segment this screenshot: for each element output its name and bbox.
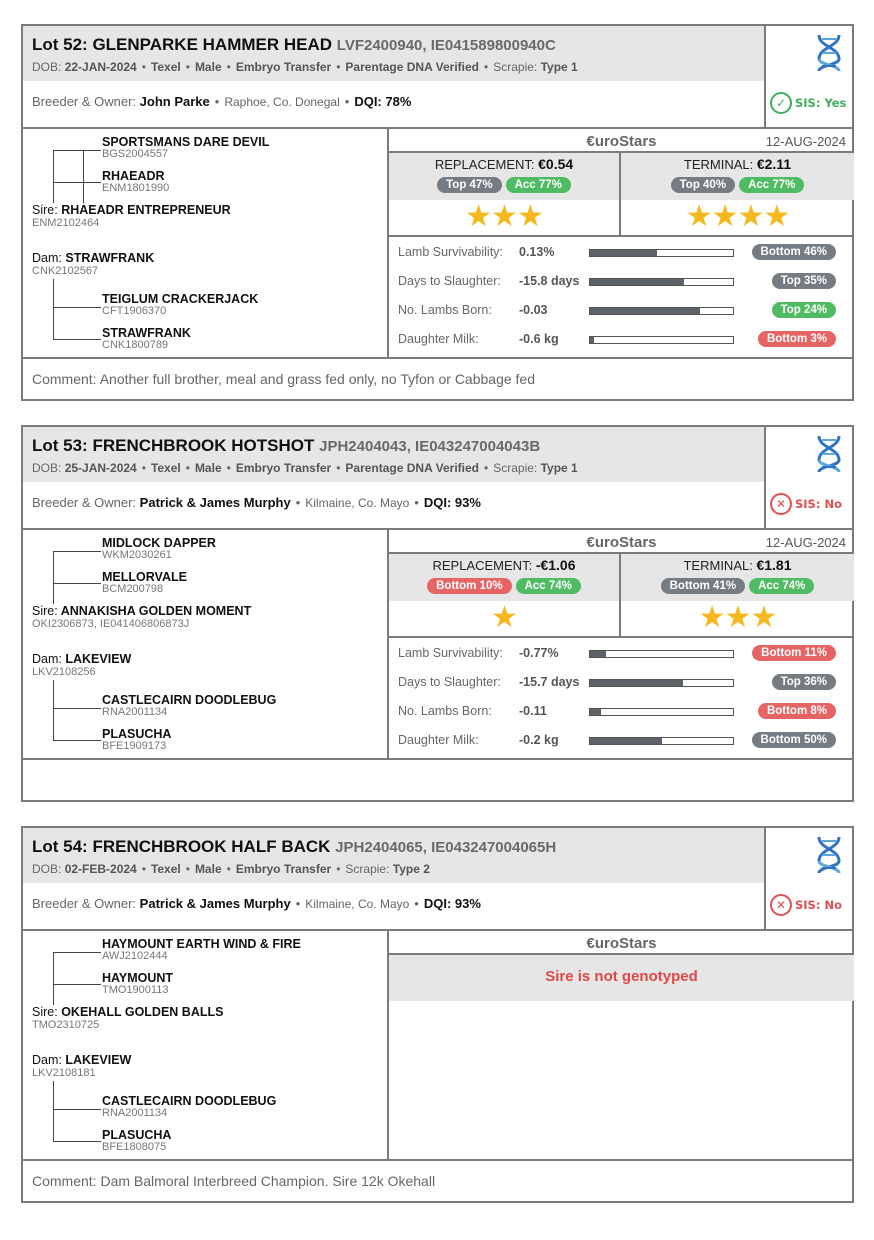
dam-name [32, 251, 154, 265]
cross-circle-icon: ✕ [770, 894, 792, 916]
eurostars-panel [389, 530, 854, 758]
sire-id: ENM2102464 [32, 217, 100, 229]
trait-bar-fill [590, 651, 606, 657]
lot-card [21, 425, 854, 802]
cross-circle-icon: ✕ [770, 493, 792, 515]
trait-value: -15.7 days [519, 675, 580, 689]
eurostars-title: €uroStars [586, 534, 657, 551]
terminal-rank-badge: Bottom 41% [661, 578, 745, 594]
trait-value: -0.6 kg [519, 332, 559, 346]
lot-header [23, 427, 852, 530]
star-icon: ★★★ [465, 199, 543, 234]
terminal-stars [621, 200, 854, 237]
dqi-value: DQI: 93% [423, 495, 481, 510]
dna-icon [816, 835, 842, 875]
lot-body [23, 530, 852, 760]
dqi-value: DQI: 78% [354, 94, 412, 109]
sis-label: SIS: Yes [795, 96, 847, 110]
trait-rank-badge: Top 36% [772, 674, 836, 690]
lot-body [23, 931, 852, 1161]
replacement-label-text: REPLACEMENT: [434, 157, 535, 172]
dam-id: LKV2108256 [32, 666, 96, 678]
dqi-value: DQI: 93% [423, 896, 481, 911]
terminal-index [621, 153, 854, 200]
trait-row [389, 329, 854, 351]
breeder-label: Breeder & Owner: [32, 94, 137, 109]
scrapie-label: Scrapie: [493, 461, 538, 475]
dam-id: LKV2108181 [32, 1067, 96, 1079]
lot-details: DOB: 25-JAN-2024 • Texel • Male • Embryo Transfer • Parentage DNA Verified • Scrapie: Type 1 [32, 461, 578, 475]
dam-sire-name: CASTLECAIRN DOODLEBUG [102, 693, 277, 707]
replacement-value: -€1.06 [535, 557, 576, 573]
sire-name [32, 1005, 223, 1019]
sex: Male [194, 60, 222, 74]
lot-body [23, 129, 852, 359]
dob-label: DOB: [32, 461, 62, 475]
sis-label: SIS: No [795, 898, 842, 912]
scrapie-label: Scrapie: [493, 60, 538, 74]
sire-sire-id: BGS2004557 [102, 148, 169, 160]
replacement-accuracy-badge: Acc 74% [516, 578, 581, 594]
star-icon: ★★★★ [685, 199, 790, 234]
eurostars-date: 12-AUG-2024 [765, 535, 846, 550]
trait-name: Lamb Survivability: [398, 646, 503, 660]
dam-id: CNK2102567 [32, 265, 99, 277]
sire-sire-name: HAYMOUNT EARTH WIND & FIRE [102, 937, 301, 951]
lot-header [23, 26, 852, 129]
dam-label: Dam: [32, 251, 62, 265]
lot-ids: JPH2404065, IE043247004065H [335, 839, 557, 856]
not-genotyped-message: Sire is not genotyped [545, 968, 698, 985]
trait-rank-badge: Bottom 3% [758, 331, 836, 347]
terminal-stars [621, 601, 854, 638]
trait-value: -15.8 days [519, 274, 580, 288]
sire-dam-id: BCM200798 [102, 583, 164, 595]
trait-row [389, 271, 854, 293]
trait-bar [589, 650, 734, 658]
sis-status [770, 892, 842, 918]
lot-comment: Comment: Another full brother, meal and grass fed only, no Tyfon or Cabbage fed [32, 371, 536, 387]
trait-value: -0.2 kg [519, 733, 559, 747]
breeder-line: Breeder & Owner: Patrick & James Murphy • Kilmaine, Co. Mayo • DQI: 93% [32, 495, 481, 510]
eurostars-panel [389, 931, 854, 1159]
dam-value: STRAWFRANK [65, 251, 155, 265]
trait-bar-fill [590, 337, 594, 343]
replacement-stars [389, 200, 621, 237]
replacement-rank-badge: Bottom 10% [427, 578, 511, 594]
trait-bar-fill [590, 738, 662, 744]
lot-title-bar [23, 828, 766, 883]
dob-label: DOB: [32, 862, 62, 876]
dam-sire-id: RNA2001134 [102, 1107, 168, 1119]
check-circle-icon: ✓ [770, 92, 792, 114]
replacement-label [389, 156, 619, 172]
dam-dam-name: PLASUCHA [102, 727, 172, 741]
sire-id: OKI2306873, IE041406806873J [32, 618, 190, 630]
trait-row [389, 300, 854, 322]
terminal-label-text: TERMINAL: [683, 558, 753, 573]
method: Embryo Transfer [235, 461, 332, 475]
breeder-location: Kilmaine, Co. Mayo [305, 897, 410, 911]
sire-sire-name: MIDLOCK DAPPER [102, 536, 216, 550]
dob-value: 22-JAN-2024 [64, 60, 137, 74]
dam-value: LAKEVIEW [65, 1053, 132, 1067]
replacement-badges [389, 175, 619, 193]
breeder-location: Raphoe, Co. Donegal [224, 95, 340, 109]
trait-bar [589, 708, 734, 716]
sire-dam-name: HAYMOUNT [102, 971, 174, 985]
trait-bar [589, 249, 734, 257]
sex: Male [194, 461, 222, 475]
lot-comment-row [23, 760, 852, 800]
terminal-value: €2.11 [756, 156, 792, 172]
lot-comment-row [23, 359, 852, 399]
dam-sire-id: CFT1906370 [102, 305, 167, 317]
sis-label: SIS: No [795, 497, 842, 511]
dam-sire-id: RNA2001134 [102, 706, 168, 718]
trait-bar-fill [590, 308, 700, 314]
star-icon: ★★★ [698, 600, 777, 635]
pedigree [23, 129, 389, 357]
terminal-index [621, 554, 854, 601]
star-icon: ★ [491, 600, 517, 635]
sire-label: Sire: [32, 203, 58, 217]
sire-value: OKEHALL GOLDEN BALLS [61, 1005, 224, 1019]
lot-title [32, 35, 556, 55]
sire-dam-id: TMO1900113 [102, 984, 169, 996]
terminal-badges [621, 175, 854, 193]
lot-details: DOB: 22-JAN-2024 • Texel • Male • Embryo Transfer • Parentage DNA Verified • Scrapie: Type 1 [32, 60, 578, 74]
sire-dam-id: ENM1801990 [102, 182, 170, 194]
status-column [764, 427, 852, 528]
dam-label: Dam: [32, 1053, 62, 1067]
dam-sire-name: CASTLECAIRN DOODLEBUG [102, 1094, 277, 1108]
trait-row [389, 730, 854, 752]
breeder-name: Patrick & James Murphy [139, 495, 291, 510]
terminal-value: €1.81 [756, 557, 792, 573]
lot-name: Lot 54: FRENCHBROOK HALF BACK [32, 837, 331, 856]
dam-name [32, 1053, 131, 1067]
replacement-stars [389, 601, 621, 638]
replacement-value: €0.54 [538, 156, 574, 172]
eurostars-title: €uroStars [586, 935, 657, 952]
status-column [764, 26, 852, 127]
sire-name [32, 604, 251, 618]
trait-bar-fill [590, 250, 657, 256]
trait-bar-fill [590, 279, 684, 285]
trait-bar-fill [590, 680, 683, 686]
sire-dam-name: MELLORVALE [102, 570, 187, 584]
lot-ids: JPH2404043, IE043247004043B [319, 438, 541, 455]
sire-sire-id: AWJ2102444 [102, 950, 168, 962]
dam-dam-id: BFE1808075 [102, 1141, 167, 1153]
lot-card [21, 24, 854, 401]
dam-value: LAKEVIEW [65, 652, 132, 666]
trait-name: Days to Slaughter: [398, 274, 501, 288]
lot-header [23, 828, 852, 931]
sire-label: Sire: [32, 1005, 58, 1019]
breeder-label: Breeder & Owner: [32, 495, 137, 510]
lot-title-bar [23, 26, 766, 81]
breed: Texel [150, 60, 181, 74]
eurostars-title: €uroStars [586, 133, 657, 150]
trait-name: Daughter Milk: [398, 332, 479, 346]
trait-rank-badge: Top 24% [772, 302, 836, 318]
trait-row [389, 672, 854, 694]
breeder-line: Breeder & Owner: John Parke • Raphoe, Co. Donegal • DQI: 78% [32, 94, 412, 109]
pedigree [23, 931, 389, 1159]
lot-comment-row [23, 1161, 852, 1201]
trait-rank-badge: Top 35% [772, 273, 836, 289]
breeder-name: John Parke [139, 94, 210, 109]
trait-bar [589, 336, 734, 344]
eurostars-header [389, 931, 854, 955]
dam-dam-id: BFE1909173 [102, 740, 167, 752]
trait-name: No. Lambs Born: [398, 303, 492, 317]
method: Embryo Transfer [235, 862, 332, 876]
dna-icon [816, 434, 842, 474]
breed: Texel [150, 461, 181, 475]
scrapie-value: Type 1 [540, 60, 578, 74]
not-genotyped-banner [389, 955, 854, 1001]
lot-card [21, 826, 854, 1203]
breeder-name: Patrick & James Murphy [139, 896, 291, 911]
lot-title [32, 436, 540, 456]
breeder-line: Breeder & Owner: Patrick & James Murphy • Kilmaine, Co. Mayo • DQI: 93% [32, 896, 481, 911]
replacement-index [389, 554, 621, 601]
sire-label: Sire: [32, 604, 58, 618]
terminal-accuracy-badge: Acc 74% [749, 578, 814, 594]
trait-bar [589, 307, 734, 315]
eurostars-panel [389, 129, 854, 357]
terminal-label [621, 156, 854, 172]
scrapie-value: Type 2 [392, 862, 430, 876]
trait-name: Days to Slaughter: [398, 675, 501, 689]
breed: Texel [150, 862, 181, 876]
dam-sire-name: TEIGLUM CRACKERJACK [102, 292, 259, 306]
dob-label: DOB: [32, 60, 62, 74]
dam-label: Dam: [32, 652, 62, 666]
trait-row [389, 242, 854, 264]
lot-name: Lot 53: FRENCHBROOK HOTSHOT [32, 436, 315, 455]
trait-rank-badge: Bottom 46% [752, 244, 836, 260]
sis-status [770, 90, 846, 116]
status-column [764, 828, 852, 929]
breeder-location: Kilmaine, Co. Mayo [305, 496, 410, 510]
dna-status: Parentage DNA Verified [345, 461, 480, 475]
pedigree [23, 530, 389, 758]
trait-value: 0.13% [519, 245, 555, 259]
trait-value: -0.11 [519, 704, 547, 718]
replacement-accuracy-badge: Acc 77% [506, 177, 571, 193]
replacement-badges [389, 576, 619, 594]
trait-bar [589, 737, 734, 745]
breeder-label: Breeder & Owner: [32, 896, 137, 911]
trait-value: -0.03 [519, 303, 548, 317]
dam-dam-id: CNK1800789 [102, 339, 169, 351]
dob-value: 25-JAN-2024 [64, 461, 137, 475]
terminal-label [621, 557, 854, 573]
sis-status [770, 491, 842, 517]
trait-rank-badge: Bottom 11% [752, 645, 836, 661]
terminal-accuracy-badge: Acc 77% [739, 177, 804, 193]
replacement-label [389, 557, 619, 573]
replacement-label-text: REPLACEMENT: [432, 558, 533, 573]
dam-dam-name: STRAWFRANK [102, 326, 191, 340]
dna-status: Parentage DNA Verified [345, 60, 480, 74]
lot-details: DOB: 02-FEB-2024 • Texel • Male • Embryo Transfer • Scrapie: Type 2 [32, 862, 430, 876]
sire-value: ANNAKISHA GOLDEN MOMENT [60, 604, 252, 618]
lot-title [32, 837, 556, 857]
method: Embryo Transfer [235, 60, 332, 74]
lot-comment: Comment: Dam Balmoral Interbreed Champion. Sire 12k Okehall [32, 1173, 436, 1189]
dna-icon [816, 33, 842, 73]
replacement-rank-badge: Top 47% [437, 177, 501, 193]
lot-title-bar [23, 427, 766, 482]
sire-dam-name: RHAEADR [102, 169, 165, 183]
terminal-label-text: TERMINAL: [683, 157, 754, 172]
trait-name: Daughter Milk: [398, 733, 479, 747]
trait-rank-badge: Bottom 50% [752, 732, 836, 748]
trait-name: No. Lambs Born: [398, 704, 492, 718]
terminal-badges [621, 576, 854, 594]
trait-name: Lamb Survivability: [398, 245, 503, 259]
scrapie-label: Scrapie: [345, 862, 390, 876]
scrapie-value: Type 1 [540, 461, 578, 475]
trait-bar-fill [590, 709, 601, 715]
terminal-rank-badge: Top 40% [671, 177, 735, 193]
eurostars-header [389, 129, 854, 153]
sire-id: TMO2310725 [32, 1019, 100, 1031]
dob-value: 02-FEB-2024 [64, 862, 137, 876]
trait-bar [589, 679, 734, 687]
eurostars-date: 12-AUG-2024 [765, 134, 846, 149]
replacement-index [389, 153, 621, 200]
trait-value: -0.77% [519, 646, 559, 660]
trait-row [389, 701, 854, 723]
dam-name [32, 652, 131, 666]
sire-sire-id: WKM2030261 [102, 549, 172, 561]
lot-name: Lot 52: GLENPARKE HAMMER HEAD [32, 35, 333, 54]
sex: Male [194, 862, 222, 876]
trait-row [389, 643, 854, 665]
trait-rank-badge: Bottom 8% [758, 703, 836, 719]
eurostars-header [389, 530, 854, 554]
dam-dam-name: PLASUCHA [102, 1128, 172, 1142]
sire-name [32, 203, 231, 217]
sire-value: RHAEADR ENTREPRENEUR [61, 203, 231, 217]
trait-bar [589, 278, 734, 286]
sire-sire-name: SPORTSMANS DARE DEVIL [102, 135, 270, 149]
lot-ids: LVF2400940, IE041589800940C [336, 37, 556, 54]
